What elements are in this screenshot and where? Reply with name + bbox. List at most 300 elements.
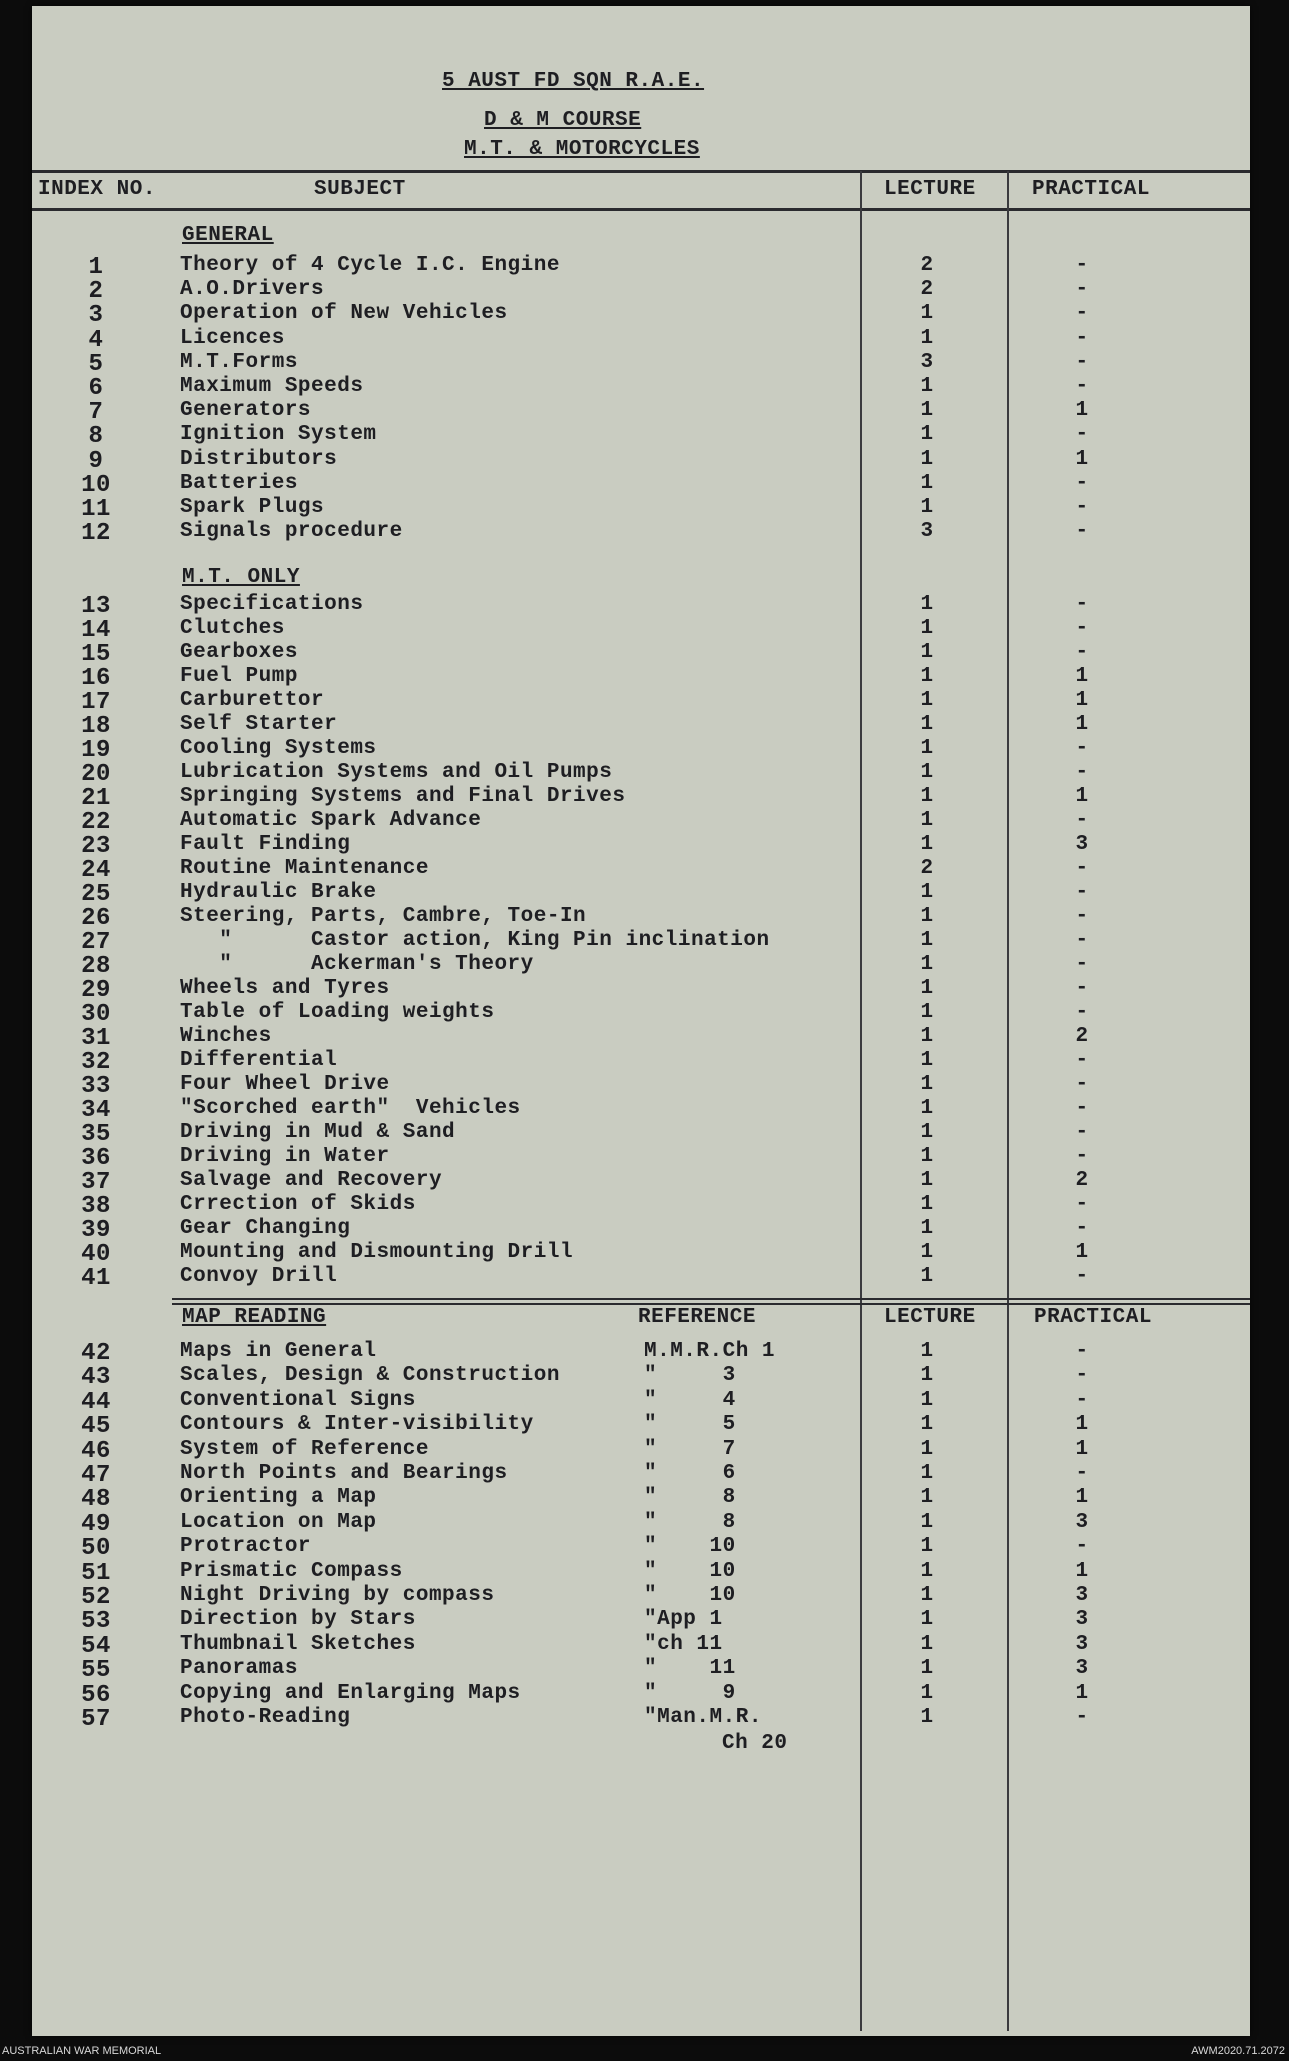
table-row <box>32 1241 1250 1268</box>
table-row <box>32 881 1250 908</box>
subject-text: Ignition System <box>180 423 377 446</box>
practical-count: - <box>1075 1462 1089 1485</box>
index-number: 51 <box>81 1560 111 1587</box>
reference-text: " 10 <box>644 1535 736 1558</box>
subject-text: Salvage and Recovery <box>180 1169 443 1192</box>
lecture-count: 2 <box>920 857 934 880</box>
lecture-count: 2 <box>920 254 934 277</box>
subject-text: Protractor <box>180 1535 312 1558</box>
subject-text: Orienting a Map <box>180 1486 377 1509</box>
reference-text: " 7 <box>644 1438 736 1461</box>
table-row <box>32 1265 1250 1292</box>
index-number: 25 <box>81 881 111 908</box>
subject-text: Panoramas <box>180 1657 298 1680</box>
practical-count: - <box>1075 1535 1089 1558</box>
lecture-count: 1 <box>920 1241 934 1264</box>
practical-count: - <box>1075 254 1089 277</box>
lecture-count: 1 <box>920 1486 934 1509</box>
top-rule <box>32 170 1250 173</box>
table-row <box>32 1608 1250 1635</box>
lecture-count: 1 <box>920 1265 934 1288</box>
subject-text: Photo-Reading <box>180 1706 351 1729</box>
lecture-count: 1 <box>920 833 934 856</box>
lecture-count: 1 <box>920 399 934 422</box>
subject-text: Fuel Pump <box>180 665 298 688</box>
index-column-header: INDEX NO. <box>38 178 156 201</box>
practical-count: - <box>1075 520 1089 543</box>
practical-count: - <box>1075 1049 1089 1072</box>
table-row <box>32 929 1250 956</box>
subject-text: Automatic Spark Advance <box>180 809 482 832</box>
index-number: 28 <box>81 953 111 980</box>
table-row <box>32 448 1250 475</box>
practical-count: 3 <box>1075 1633 1089 1656</box>
practical-count: - <box>1075 1145 1089 1168</box>
table-row <box>32 254 1250 281</box>
reference-text: "Man.M.R. <box>644 1706 762 1729</box>
table-row <box>32 761 1250 788</box>
lecture-count: 1 <box>920 1340 934 1363</box>
practical-count: 1 <box>1075 1438 1089 1461</box>
lecture-count: 3 <box>920 351 934 374</box>
subject-text: Prismatic Compass <box>180 1560 403 1583</box>
practical-count: - <box>1075 1001 1089 1024</box>
table-row <box>32 1001 1250 1028</box>
reference-text: " 8 <box>644 1511 736 1534</box>
table-row <box>32 785 1250 812</box>
reference-text: " 5 <box>644 1413 736 1436</box>
index-number: 57 <box>81 1706 111 1733</box>
index-number: 50 <box>81 1535 111 1562</box>
subject-text: Maps in General <box>180 1340 377 1363</box>
reference-text: " 10 <box>644 1584 736 1607</box>
table-row <box>32 327 1250 354</box>
practical-count: - <box>1075 327 1089 350</box>
lecture-count: 1 <box>920 472 934 495</box>
reference-text: " 6 <box>644 1462 736 1485</box>
reference-text: " 10 <box>644 1560 736 1583</box>
table-row <box>32 278 1250 305</box>
subject-text: Night Driving by compass <box>180 1584 495 1607</box>
lecture-count: 1 <box>920 302 934 325</box>
subject-text: Routine Maintenance <box>180 857 429 880</box>
lecture-count: 1 <box>920 1633 934 1656</box>
table-row <box>32 1025 1250 1052</box>
practical-count: - <box>1075 375 1089 398</box>
table-row <box>32 472 1250 499</box>
subject-text: Carburettor <box>180 689 325 712</box>
index-number: 23 <box>81 833 111 860</box>
table-row <box>32 1169 1250 1196</box>
map-section-rule-2 <box>172 1303 1250 1305</box>
subject-text: Thumbnail Sketches <box>180 1633 416 1656</box>
reference-text: "ch 11 <box>644 1633 723 1656</box>
reference-column-header: REFERENCE <box>638 1306 756 1329</box>
practical-count: - <box>1075 1097 1089 1120</box>
table-row <box>32 809 1250 836</box>
subject-text: Hydraulic Brake <box>180 881 377 904</box>
index-number: 24 <box>81 857 111 884</box>
table-row <box>32 1097 1250 1124</box>
lecture-count: 1 <box>920 1073 934 1096</box>
index-number: 39 <box>81 1217 111 1244</box>
practical-count: - <box>1075 953 1089 976</box>
subject-text: Crrection of Skids <box>180 1193 416 1216</box>
practical-count: 1 <box>1075 689 1089 712</box>
lecture-count: 1 <box>920 1025 934 1048</box>
subject-text: Four Wheel Drive <box>180 1073 390 1096</box>
lecture-count: 1 <box>920 1121 934 1144</box>
practical-count: 1 <box>1075 665 1089 688</box>
table-row <box>32 1462 1250 1489</box>
practical-count: 3 <box>1075 1511 1089 1534</box>
index-number: 27 <box>81 929 111 956</box>
subject-text: System of Reference <box>180 1438 429 1461</box>
subject-text: Operation of New Vehicles <box>180 302 508 325</box>
practical-count: 3 <box>1075 833 1089 856</box>
table-row <box>32 1706 1250 1755</box>
subject-text: Fault Finding <box>180 833 351 856</box>
index-number: 7 <box>88 399 104 426</box>
section-heading: M.T. ONLY <box>182 566 300 589</box>
lecture-count: 1 <box>920 905 934 928</box>
table-row <box>32 1560 1250 1587</box>
table-row <box>32 665 1250 692</box>
table-row <box>32 905 1250 932</box>
header-rule <box>32 208 1250 211</box>
lecture-count: 1 <box>920 1462 934 1485</box>
map-lecture-column-header: LECTURE <box>884 1306 976 1329</box>
index-number: 9 <box>88 448 104 475</box>
lecture-count: 1 <box>920 761 934 784</box>
practical-count: 2 <box>1075 1169 1089 1192</box>
reference-text: " 8 <box>644 1486 736 1509</box>
index-number: 1 <box>88 254 104 281</box>
subject-text: Clutches <box>180 617 285 640</box>
subject-text: Signals procedure <box>180 520 403 543</box>
index-number: 3 <box>88 302 104 329</box>
reference-text: "App 1 <box>644 1608 723 1631</box>
lecture-count: 1 <box>920 929 934 952</box>
lecture-count: 1 <box>920 1682 934 1705</box>
reference-text: M.M.R.Ch 1 <box>644 1340 776 1363</box>
practical-count: - <box>1075 617 1089 640</box>
lecture-count: 1 <box>920 1097 934 1120</box>
practical-count: - <box>1075 641 1089 664</box>
table-row <box>32 1584 1250 1611</box>
index-number: 33 <box>81 1073 111 1100</box>
subject-text: Steering, Parts, Cambre, Toe-In <box>180 905 587 928</box>
index-number: 17 <box>81 689 111 716</box>
index-number: 49 <box>81 1511 111 1538</box>
lecture-count: 1 <box>920 1511 934 1534</box>
index-number: 31 <box>81 1025 111 1052</box>
lecture-count: 1 <box>920 1001 934 1024</box>
index-number: 18 <box>81 713 111 740</box>
index-number: 6 <box>88 375 104 402</box>
table-row <box>32 1511 1250 1538</box>
subject-text: Table of Loading weights <box>180 1001 495 1024</box>
lecture-count: 1 <box>920 809 934 832</box>
index-number: 46 <box>81 1438 111 1465</box>
practical-count: - <box>1075 302 1089 325</box>
index-number: 30 <box>81 1001 111 1028</box>
lecture-count: 1 <box>920 785 934 808</box>
index-number: 22 <box>81 809 111 836</box>
practical-count: 1 <box>1075 1486 1089 1509</box>
table-row <box>32 1340 1250 1367</box>
table-row <box>32 1657 1250 1684</box>
subject-text: Lubrication Systems and Oil Pumps <box>180 761 613 784</box>
table-row <box>32 375 1250 402</box>
subject-text: Mounting and Dismounting Drill <box>180 1241 574 1264</box>
lecture-count: 1 <box>920 1608 934 1631</box>
index-number: 45 <box>81 1413 111 1440</box>
lecture-count: 1 <box>920 1584 934 1607</box>
index-number: 16 <box>81 665 111 692</box>
table-row <box>32 953 1250 980</box>
subject-text: Driving in Water <box>180 1145 390 1168</box>
subject-text: Batteries <box>180 472 298 495</box>
lecture-count: 1 <box>920 881 934 904</box>
archive-reference: AWM2020.71.2072 <box>1191 2045 1285 2057</box>
table-row <box>32 977 1250 1004</box>
course-subheading: M.T. & MOTORCYCLES <box>464 138 700 161</box>
lecture-count: 1 <box>920 1217 934 1240</box>
table-row <box>32 496 1250 523</box>
practical-count: - <box>1075 881 1089 904</box>
subject-text: Scales, Design & Construction <box>180 1364 560 1387</box>
table-row <box>32 833 1250 860</box>
subject-text: Self Starter <box>180 713 338 736</box>
index-number: 8 <box>88 423 104 450</box>
lecture-count: 1 <box>920 617 934 640</box>
practical-count: - <box>1075 1073 1089 1096</box>
practical-count: 1 <box>1075 1413 1089 1436</box>
practical-count: - <box>1075 857 1089 880</box>
lecture-count: 1 <box>920 953 934 976</box>
reference-text: " 11 <box>644 1657 736 1680</box>
practical-count: - <box>1075 1364 1089 1387</box>
index-number: 35 <box>81 1121 111 1148</box>
table-row <box>32 423 1250 450</box>
table-row <box>32 641 1250 668</box>
practical-column-header: PRACTICAL <box>1032 178 1150 201</box>
index-number: 13 <box>81 593 111 620</box>
practical-count: 2 <box>1075 1025 1089 1048</box>
index-number: 32 <box>81 1049 111 1076</box>
subject-text: Gearboxes <box>180 641 298 664</box>
subject-text: Direction by Stars <box>180 1608 416 1631</box>
table-row <box>32 857 1250 884</box>
index-number: 15 <box>81 641 111 668</box>
lecture-count: 1 <box>920 1535 934 1558</box>
practical-count: 1 <box>1075 785 1089 808</box>
practical-count: - <box>1075 1340 1089 1363</box>
archive-footer <box>0 2042 1289 2061</box>
document-page <box>32 6 1250 2036</box>
subject-text: Copying and Enlarging Maps <box>180 1682 521 1705</box>
subject-text: A.O.Drivers <box>180 278 325 301</box>
index-number: 48 <box>81 1486 111 1513</box>
table-row <box>32 1633 1250 1660</box>
subject-text: Maximum Speeds <box>180 375 364 398</box>
index-number: 29 <box>81 977 111 1004</box>
lecture-count: 1 <box>920 327 934 350</box>
lecture-count: 1 <box>920 1413 934 1436</box>
table-row <box>32 1535 1250 1562</box>
subject-text: Conventional Signs <box>180 1389 416 1412</box>
index-number: 4 <box>88 327 104 354</box>
table-row <box>32 689 1250 716</box>
practical-count: - <box>1075 1217 1089 1240</box>
index-number: 26 <box>81 905 111 932</box>
practical-count: - <box>1075 1706 1089 1729</box>
subject-text: "Scorched earth" Vehicles <box>180 1097 521 1120</box>
practical-count: - <box>1075 1121 1089 1144</box>
index-number: 55 <box>81 1657 111 1684</box>
subject-text: Wheels and Tyres <box>180 977 390 1000</box>
practical-count: - <box>1075 593 1089 616</box>
practical-count: - <box>1075 351 1089 374</box>
practical-count: - <box>1075 905 1089 928</box>
index-number: 11 <box>81 496 111 523</box>
archive-name: AUSTRALIAN WAR MEMORIAL <box>2 2045 162 2057</box>
subject-text: Convoy Drill <box>180 1265 338 1288</box>
lecture-count: 1 <box>920 1049 934 1072</box>
practical-count: 3 <box>1075 1584 1089 1607</box>
table-row <box>32 1682 1250 1709</box>
lecture-count: 1 <box>920 375 934 398</box>
practical-count: - <box>1075 278 1089 301</box>
lecture-count: 1 <box>920 713 934 736</box>
practical-count: - <box>1075 737 1089 760</box>
practical-count: - <box>1075 423 1089 446</box>
practical-count: - <box>1075 761 1089 784</box>
subject-text: Cooling Systems <box>180 737 377 760</box>
lecture-count: 1 <box>920 665 934 688</box>
practical-count: - <box>1075 929 1089 952</box>
lecture-count: 1 <box>920 977 934 1000</box>
index-number: 20 <box>81 761 111 788</box>
subject-text: Distributors <box>180 448 338 471</box>
practical-count: - <box>1075 1389 1089 1412</box>
table-row <box>32 593 1250 620</box>
practical-count: - <box>1075 1193 1089 1216</box>
subject-text: Winches <box>180 1025 272 1048</box>
subject-text: " Castor action, King Pin inclination <box>180 929 770 952</box>
table-row <box>32 713 1250 740</box>
lecture-count: 1 <box>920 593 934 616</box>
practical-count: - <box>1075 977 1089 1000</box>
table-row <box>32 1193 1250 1220</box>
practical-count: 1 <box>1075 1682 1089 1705</box>
index-number: 53 <box>81 1608 111 1635</box>
index-number: 14 <box>81 617 111 644</box>
subject-text: Spark Plugs <box>180 496 325 519</box>
index-number: 10 <box>81 472 111 499</box>
table-row <box>32 1121 1250 1148</box>
lecture-count: 1 <box>920 737 934 760</box>
table-row <box>32 1073 1250 1100</box>
table-row <box>32 1049 1250 1076</box>
reference-text: " 4 <box>644 1389 736 1412</box>
table-row <box>32 1413 1250 1440</box>
subject-text: Licences <box>180 327 285 350</box>
index-number: 40 <box>81 1241 111 1268</box>
subject-text: Specifications <box>180 593 364 616</box>
lecture-count: 1 <box>920 641 934 664</box>
index-number: 42 <box>81 1340 111 1367</box>
subject-text: Theory of 4 Cycle I.C. Engine <box>180 254 560 277</box>
index-number: 54 <box>81 1633 111 1660</box>
practical-count: 3 <box>1075 1608 1089 1631</box>
reference-text-continued: Ch 20 <box>722 1732 788 1755</box>
table-row <box>32 520 1250 547</box>
lecture-count: 1 <box>920 1560 934 1583</box>
lecture-count: 1 <box>920 448 934 471</box>
index-number: 21 <box>81 785 111 812</box>
practical-count: 1 <box>1075 1560 1089 1583</box>
practical-count: 1 <box>1075 399 1089 422</box>
table-row <box>32 351 1250 378</box>
table-row <box>32 1389 1250 1416</box>
course-heading: D & M COURSE <box>484 109 642 132</box>
index-number: 19 <box>81 737 111 764</box>
index-number: 37 <box>81 1169 111 1196</box>
lecture-count: 1 <box>920 1657 934 1680</box>
table-row <box>32 737 1250 764</box>
subject-text: Driving in Mud & Sand <box>180 1121 456 1144</box>
section-heading: GENERAL <box>182 224 274 247</box>
lecture-count: 3 <box>920 520 934 543</box>
practical-count: 1 <box>1075 448 1089 471</box>
index-number: 52 <box>81 1584 111 1611</box>
index-number: 38 <box>81 1193 111 1220</box>
unit-heading: 5 AUST FD SQN R.A.E. <box>442 70 705 93</box>
index-number: 43 <box>81 1364 111 1391</box>
subject-text: Contours & Inter-visibility <box>180 1413 534 1436</box>
lecture-column-header: LECTURE <box>884 178 976 201</box>
subject-text: Location on Map <box>180 1511 377 1534</box>
index-number: 34 <box>81 1097 111 1124</box>
subject-column-header: SUBJECT <box>314 178 406 201</box>
index-number: 36 <box>81 1145 111 1172</box>
lecture-count: 1 <box>920 1193 934 1216</box>
practical-count: 3 <box>1075 1657 1089 1680</box>
subject-text: North Points and Bearings <box>180 1462 508 1485</box>
table-row <box>32 617 1250 644</box>
subject-text: Generators <box>180 399 312 422</box>
reference-text: " 9 <box>644 1682 736 1705</box>
practical-count: - <box>1075 472 1089 495</box>
index-number: 5 <box>88 351 104 378</box>
table-row <box>32 1438 1250 1465</box>
table-row <box>32 1364 1250 1391</box>
lecture-count: 1 <box>920 1706 934 1729</box>
practical-count: 1 <box>1075 713 1089 736</box>
map-section-rule <box>172 1298 1250 1300</box>
index-number: 41 <box>81 1265 111 1292</box>
lecture-count: 1 <box>920 689 934 712</box>
practical-count: 1 <box>1075 1241 1089 1264</box>
index-number: 2 <box>88 278 104 305</box>
practical-count: - <box>1075 809 1089 832</box>
reference-text: " 3 <box>644 1364 736 1387</box>
map-practical-column-header: PRACTICAL <box>1034 1306 1152 1329</box>
subject-text: Gear Changing <box>180 1217 351 1240</box>
index-number: 12 <box>81 520 111 547</box>
